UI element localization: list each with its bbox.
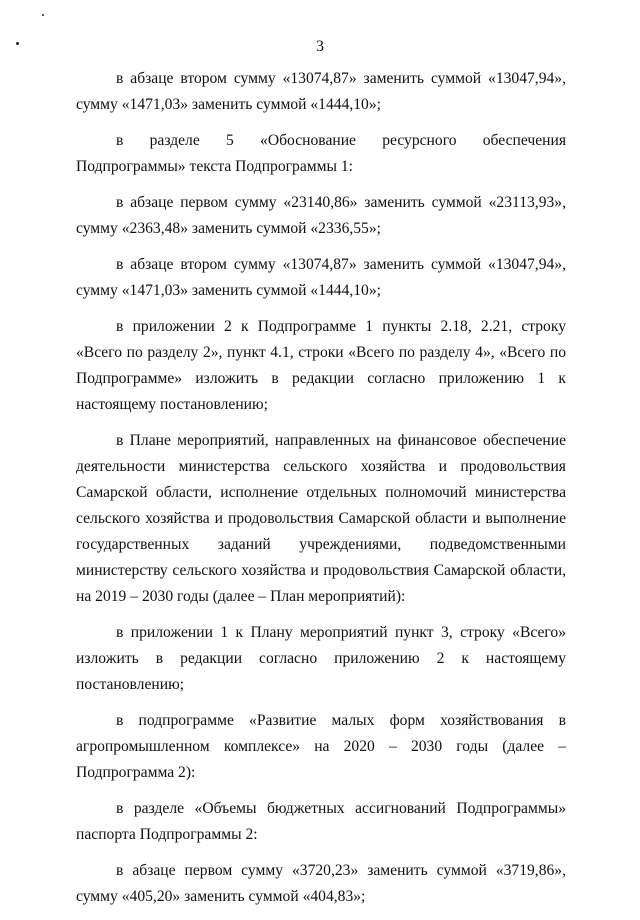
- paragraph: в приложении 2 к Подпрограмме 1 пункты 2.18, 2.21, строку «Всего по разделу 2», пункт 4.1, строки «Всего по разделу 4», «Всего по Подпрограмме» изложить в редакции согласно приложению 1 к настоящему постановлению;: [76, 318, 566, 413]
- page-number: 3: [316, 38, 324, 55]
- paragraph: в подпрограмме «Развитие малых форм хозяйствования в агропромышленном комплексе» на 2020 – 2030 годы (далее – Подпрограмма 2):: [76, 712, 566, 781]
- paragraph: в приложении 1 к Плану мероприятий пункт 3, строку «Всего» изложить в редакции согласно приложению 2 к настоящему постановлению;: [76, 624, 566, 693]
- paragraph: в разделе 5 «Обоснование ресурсного обеспечения Подпрограммы» текста Подпрограммы 1:: [76, 132, 566, 175]
- paragraph: в разделе «Объемы бюджетных ассигнований Подпрограммы» паспорта Подпрограммы 2:: [76, 800, 566, 843]
- paragraph: в Плане мероприятий, направленных на финансовое обеспечение деятельности министерства сельского хозяйства и продовольствия Самарской области, исполнение отдельных полномочий министерства сельского хозяйства и продовольствия Самарской области и выполнение государственных заданий учреждениями, подведомственными министерству сельского хозяйства и продовольствия Самарской области, на 2019 – 2030 годы (далее – План мероприятий):: [76, 432, 566, 605]
- paragraph: в абзаце первом сумму «23140,86» заменить суммой «23113,93», сумму «2363,48» заменить суммой «2336,55»;: [76, 194, 566, 237]
- paragraph: в абзаце первом сумму «3720,23» заменить суммой «3719,86», сумму «405,20» заменить суммой «404,83»;: [76, 862, 566, 905]
- paragraph: в абзаце втором сумму «13074,87» заменить суммой «13047,94», сумму «1471,03» заменить суммой «1444,10»;: [76, 256, 566, 299]
- document-body: [76, 66, 566, 920]
- paragraph: в абзаце втором сумму «13074,87» заменить суммой «13047,94», сумму «1471,03» заменить суммой «1444,10»;: [76, 70, 566, 113]
- scan-speck-mark: [42, 14, 44, 16]
